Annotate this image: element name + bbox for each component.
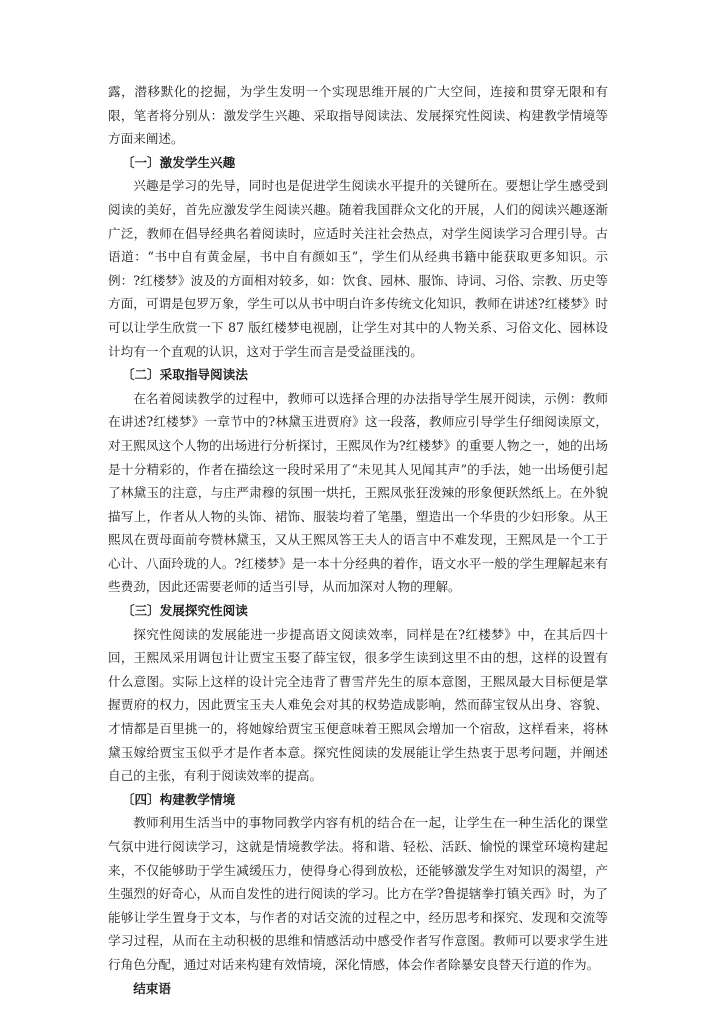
section-1-body: 兴趣是学习的先导，同时也是促进学生阅读水平提升的关键所在。要想让学生感受到阅读的美好，首先应激发学生阅读兴趣。随着我国群众文化的开展，人们的阅读兴趣逐渐广泛，教师在倡导经典名着阅读时，应适时关注社会热点，对学生阅读学习合理引导。古语道：“书中自有黄金屋，书中自有颜如玉”，学生们从经典书籍中能获取更多知识。示例：?红楼梦》波及的方面相对较多，如：饮食、园林、服饰、诗词、习俗、宗教、历史等方面，可谓是包罗万象，学生可以从书中明白许多传统文化知识，教师在讲述?红楼梦》时可以让学生欣赏一下 87 版红楼梦电视剧，让学生对其中的人物关系、习俗文化、园林设计均有一个直观的认识，这对于学生而言是受益匪浅的。 (108, 178, 608, 359)
section-3-heading: 〔三〕发展探究性阅读 (121, 603, 248, 619)
section-3-body: 探究性阅读的发展能进一步提高语文阅读效率，同样是在?红楼梦》中，在其后四十回，王熙凤采用调包计让贾宝玉娶了薛宝钗，很多学生读到这里不由的想，这样的设置有什么意图。实际上这样的设计完全违背了曹雪芹先生的原本意图，王熙凤最大目标便是掌握贾府的权力，因此贾宝玉夫人难免会对其的权势造成影响，然而薛宝钗从出身、容貌、才情都是百里挑一的，将她嫁给贾宝玉便意味着王熙凤会增加一个宿敌，这样看来，将林黛玉嫁给贾宝玉似乎才是作者本意。探究性阅读的发展能让学生热衷于思考问题，并阐述自己的主张，有利于阅读效率的提高。 (108, 626, 608, 784)
section-2-body: 在名着阅读教学的过程中，教师可以选择合理的办法指导学生展开阅读，示例：教师在讲述?红楼梦》一章节中的?林黛玉进贾府》这一段落，教师应引导学生仔细阅读原文，对王熙凤这个人物的出场进行分析探讨，王熙凤作为?红楼梦》的重要人物之一，她的出场是十分精彩的，作者在描绘这一段时采用了“未见其人见闻其声”的手法，她一出场便引起了林黛玉的注意，与庄严肃穆的氛围一烘托，王熙凤张狂泼辣的形象便跃然纸上。在外貌描写上，作者从人物的头饰、裙饰、服装均着了笔墨，塑造出一个华贵的少妇形象。从王熙凤在贾母面前夸赞林黛玉，又从王熙凤答王夫人的语言中不难发现，王熙凤是一个工于心计、八面玲珑的人。?红楼梦》是一本十分经典的着作，语文水平一般的学生理解起来有些费劲，因此还需要老师的适当引导，从而加深对人物的理解。 (108, 390, 608, 595)
section-1-heading: 〔一〕激发学生兴趣 (121, 154, 236, 170)
conclusion-heading: 结束语 (133, 980, 171, 996)
section-2-heading: 〔二〕采取指导阅读法 (121, 367, 248, 383)
section-4-body: 教师利用生活当中的事物同教学内容有机的结合在一起，让学生在一种生活化的课堂气氛中进行阅读学习，这就是情境教学法。将和谐、轻松、活跃、愉悦的课堂环境构建起来，不仅能够助于学生减缓压力，使得身心得到放松，还能够激发学生对知识的渴望，产生强烈的好奇心，从而自发性的进行阅读的学习。比方在学?鲁提辖拳打镇关西》时，为了能够让学生置身于文本，与作者的对话交流的过程之中，经历思考和探究、发现和交流等学习过程，从而在主动积极的思维和情感活动中感受作者写作意图。教师可以要求学生进行角色分配，通过对话来构建有效情境，深化情感，体会作者除暴安良替天行道的作为。 (108, 815, 608, 972)
section-4-heading: 〔四〕构建教学情境 (121, 791, 236, 807)
intro-paragraph: 露，潜移默化的挖掘，为学生发明一个实现思维开展的广大空间，连接和贯穿无限和有限，笔者将分别从：激发学生兴趣、采取指导阅读法、发展探究性阅读、构建教学情境等方面来阐述。 (108, 84, 608, 147)
